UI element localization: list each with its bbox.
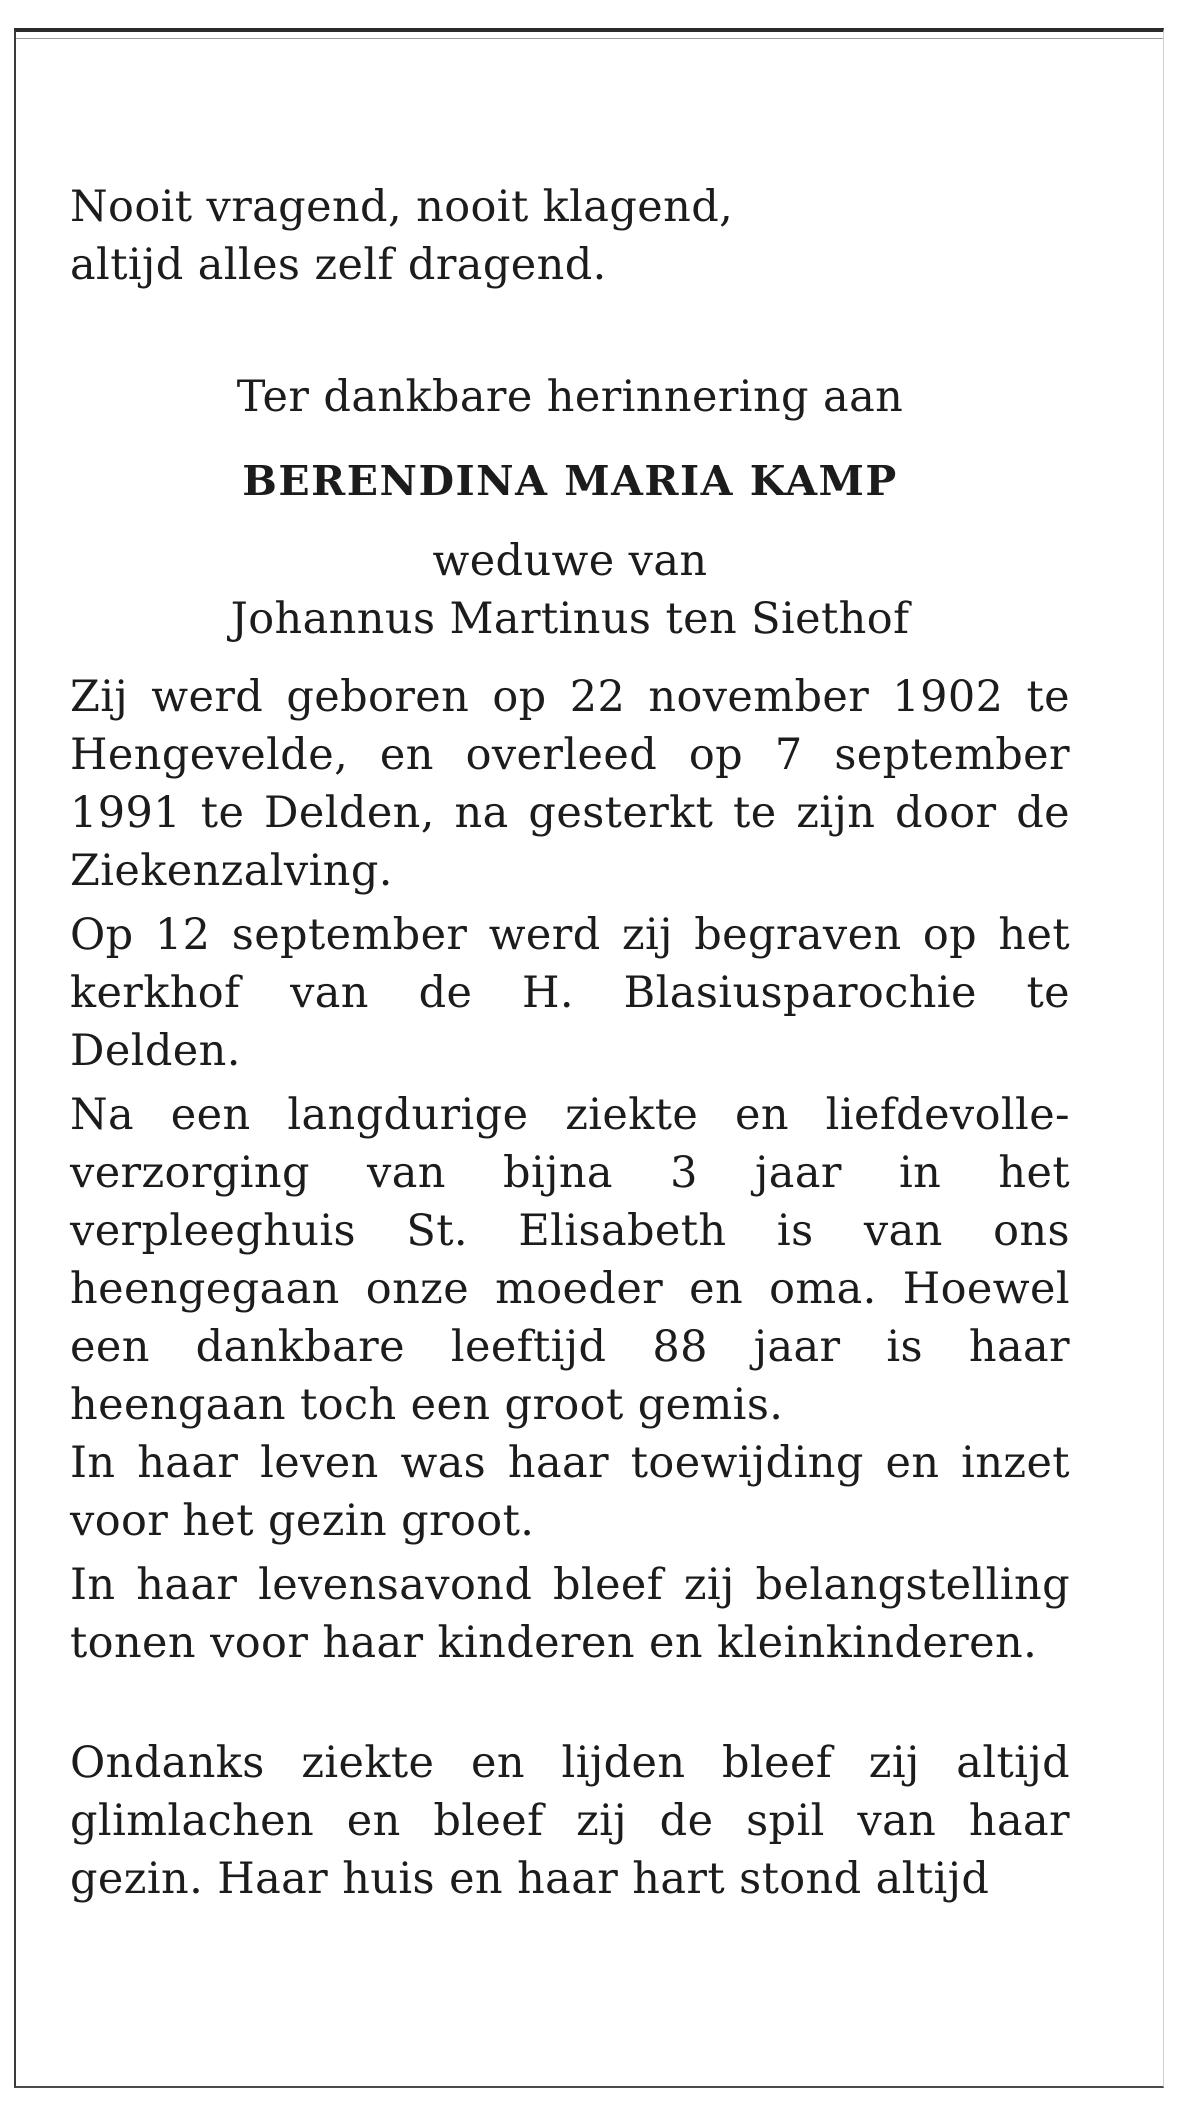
spouse-name: Johannus Martinus ten Siethof [230,594,910,644]
paragraph-burial: Op 12 september werd zij begraven op het kerkhof van de H. Blasiusparochie te Delden. [70,910,1070,1076]
paragraph-dedication: In haar leven was haar toewijding en inzet voor het gezin groot. [70,1438,1070,1546]
deceased-name: BERENDINA MARIA KAMP [242,457,898,505]
paragraph-smile: Ondanks ziekte en lijden bleef zij altijd glimlachen en bleef zij de spil van haar gezin. Haar huis en haar hart stond altijd [70,1738,1070,1904]
intro-line: Ter dankbare herinnering aan [236,372,904,422]
paragraph-illness: Na een langdurige ziekte en liefdevolle-verzorging van bijna 3 jaar in het verpleeghuis St. Elisabeth is van ons heengegaan onze moeder en oma. Hoewel een dankbare leeftijd 88 jaar is haar heengaan toch een groot gemis. [70,1090,1070,1430]
top-border-rule [16,38,1163,39]
paragraph-evening-of-life: In haar levensavond bleef zij belangstelling tonen voor haar kinderen en kleinkinderen. [70,1560,1070,1668]
motto-text: Nooit vragend, nooit klagend, altijd alles zelf dragend. [70,182,734,290]
widow-label: weduwe van [432,536,708,586]
paragraph-birth-death: Zij werd geboren op 22 november 1902 te Hengevelde, en overleed op 7 september 1991 te Delden, na gesterkt te zijn door de Ziekenzalving. [70,672,1070,896]
